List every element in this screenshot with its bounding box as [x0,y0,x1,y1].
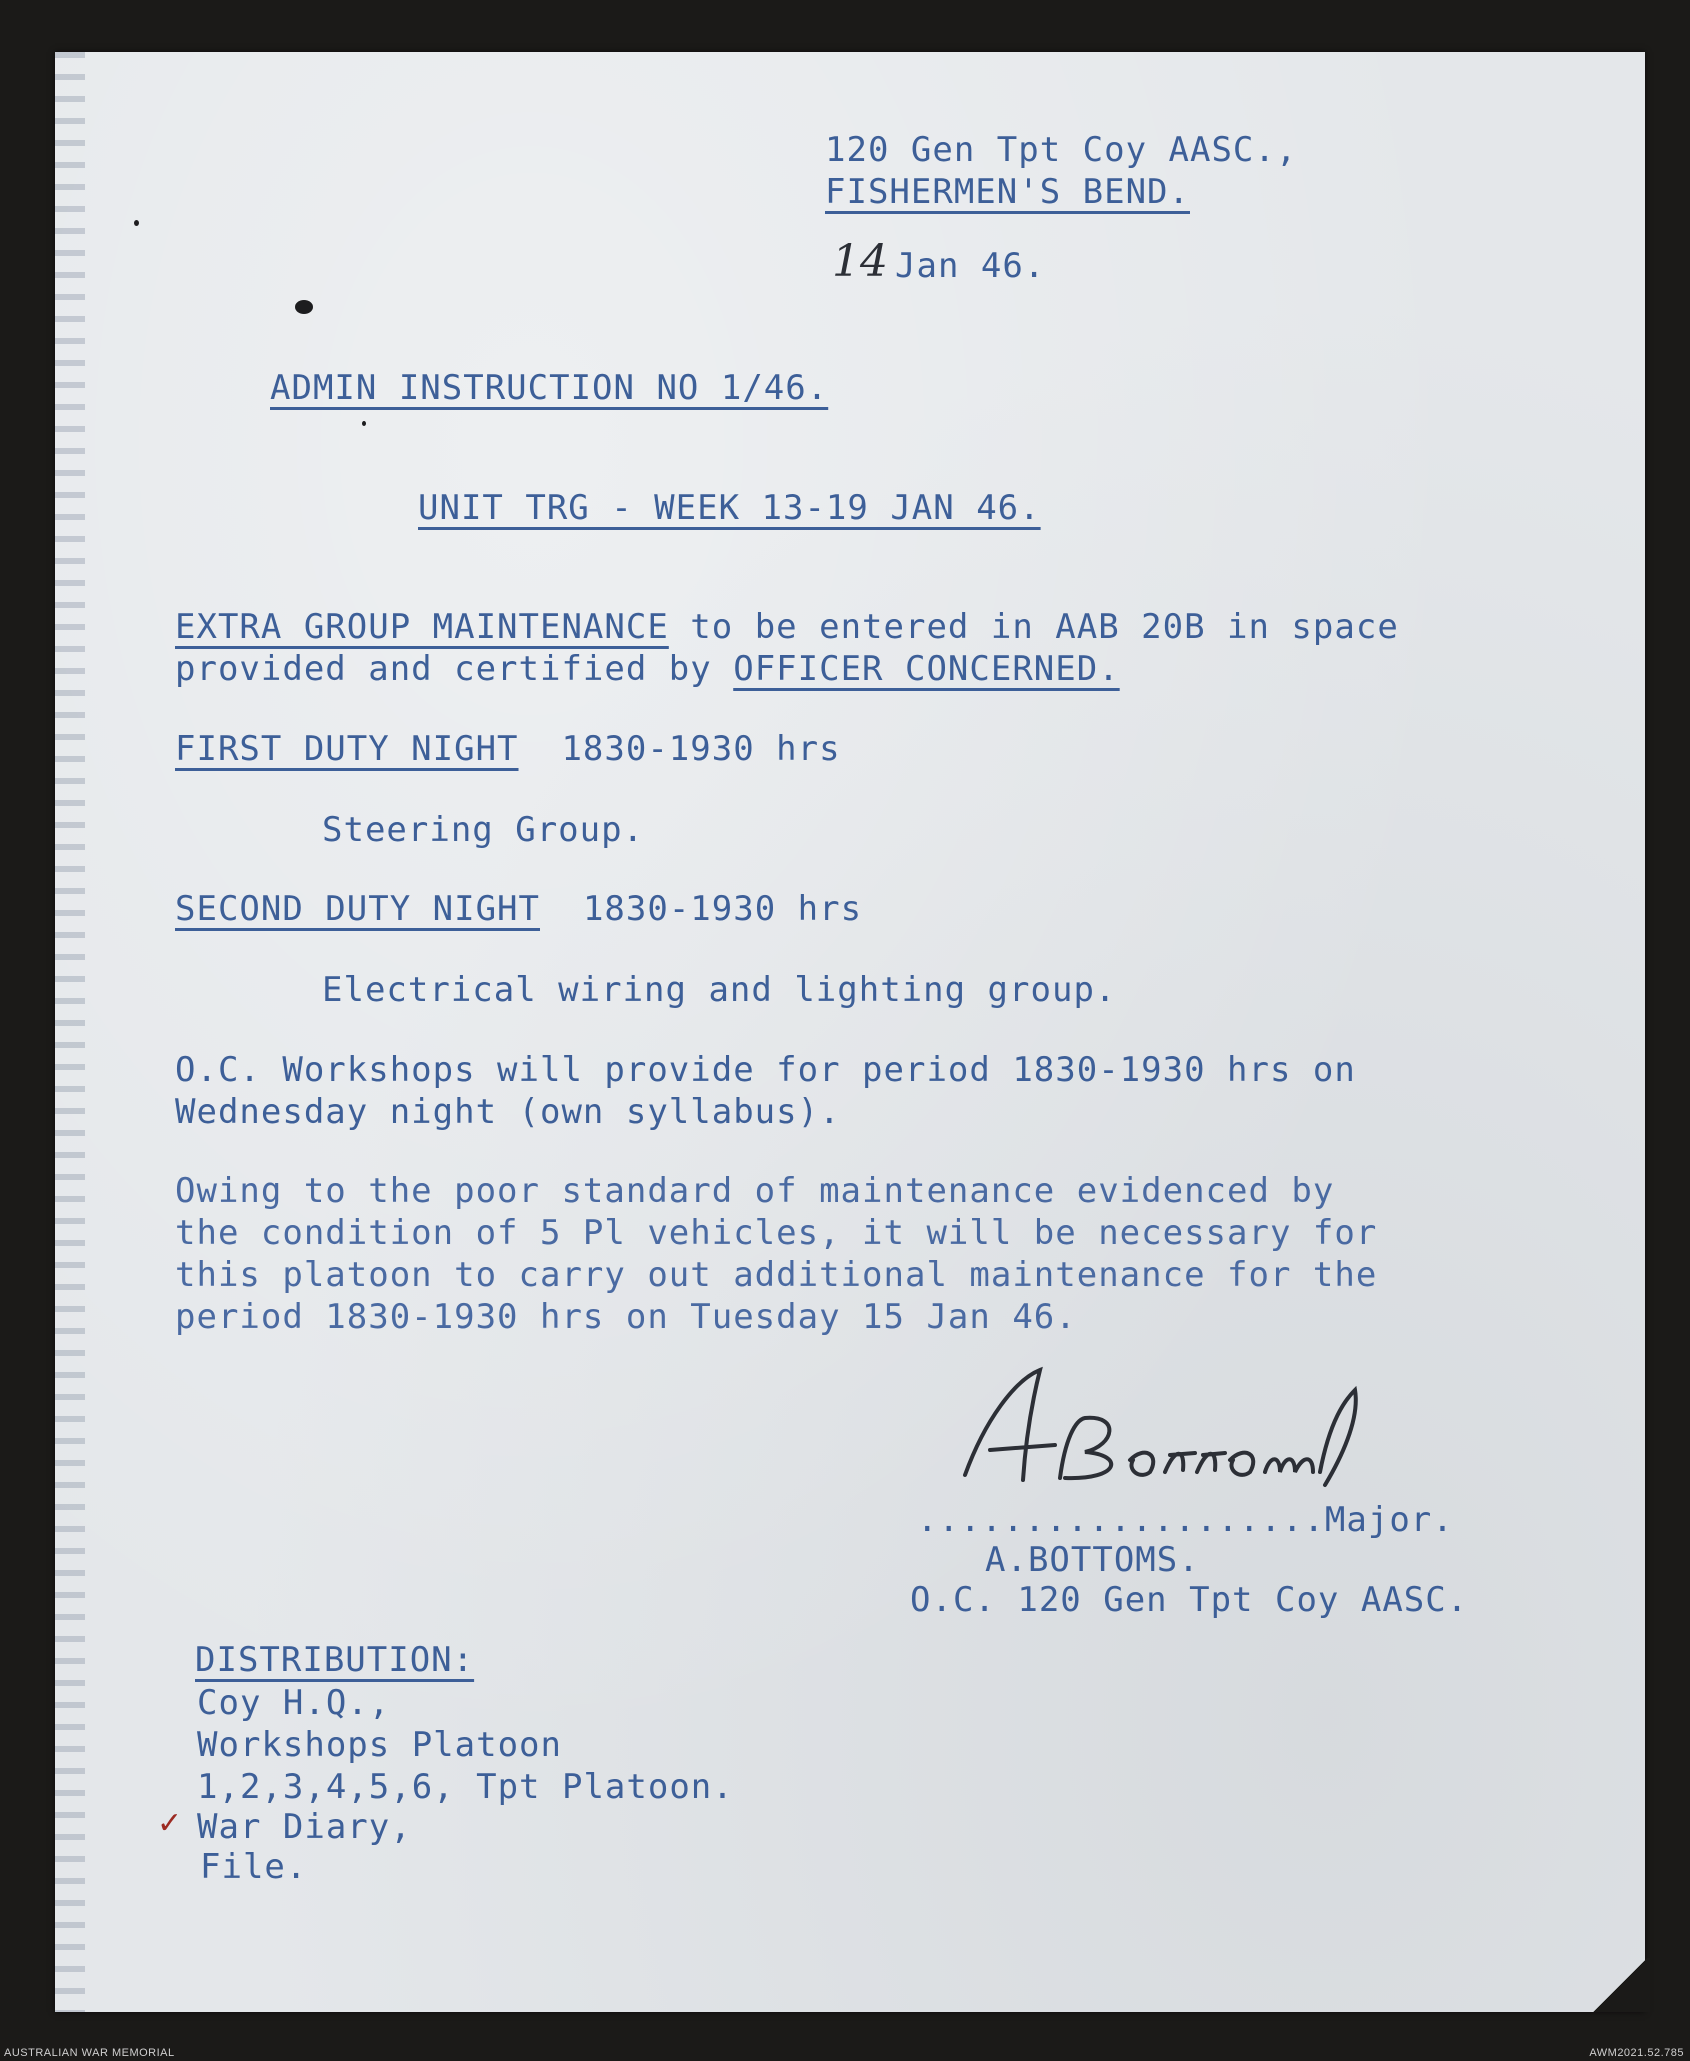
document-date: Jan 46. [895,246,1046,286]
ink-blot [295,300,313,314]
second-duty-time: 1830-1930 hrs [540,889,863,929]
first-duty-row [175,729,841,769]
first-duty-group: Steering Group. [322,810,645,850]
distribution-heading: DISTRIBUTION: [195,1640,475,1680]
first-duty-label: FIRST DUTY NIGHT [175,729,519,769]
second-duty-label: SECOND DUTY NIGHT [175,889,540,929]
signatory-name: A.BOTTOMS. [985,1540,1200,1580]
document-title: ADMIN INSTRUCTION NO 1/46. [270,368,829,408]
document-subtitle: UNIT TRG - WEEK 13-19 JAN 46. [418,488,1041,528]
handwritten-signature [935,1360,1395,1510]
signature-dotted-line: ...................Major. [917,1500,1454,1540]
warning-line-4: period 1830-1930 hrs on Tuesday 15 Jan 46. [175,1297,1077,1337]
second-duty-group: Electrical wiring and lighting group. [322,970,1117,1010]
ink-speck [362,421,366,426]
ink-speck [134,220,139,226]
warning-line-3: this platoon to carry out additional maintenance for the [175,1255,1378,1295]
extra-group-maintenance-label: EXTRA GROUP MAINTENANCE [175,607,669,647]
warning-line-2: the condition of 5 Pl vehicles, it will be necessary for [175,1213,1378,1253]
signatory-position: O.C. 120 Gen Tpt Coy AASC. [910,1580,1469,1620]
officer-concerned-label: OFFICER CONCERNED. [733,649,1120,689]
first-duty-time: 1830-1930 hrs [518,729,841,769]
unit-location: FISHERMEN'S BEND. [825,172,1190,212]
footer-institution: AUSTRALIAN WAR MEMORIAL [4,2047,175,2059]
distribution-item: Coy H.Q., [197,1683,391,1723]
footer-accession-number: AWM2021.52.785 [1589,2047,1684,2059]
check-mark-icon: ✓ [157,1806,183,1841]
distribution-item: 1,2,3,4,5,6, Tpt Platoon. [197,1767,734,1807]
folded-corner [1590,1958,1650,2012]
maintenance-line-2: provided and certified by OFFICER CONCERNED. [175,649,1120,689]
workshops-line-2: Wednesday night (own syllabus). [175,1092,841,1132]
distribution-item: War Diary, [197,1807,412,1847]
distribution-item: Workshops Platoon [197,1725,562,1765]
handwritten-date-day: 14 [832,236,888,287]
warning-line-1: Owing to the poor standard of maintenance evidenced by [175,1171,1335,1211]
distribution-item: File. [200,1847,308,1887]
second-duty-row [175,889,862,929]
binding-edge [55,52,85,2012]
workshops-line-1: O.C. Workshops will provide for period 1830-1930 hrs on [175,1050,1356,1090]
maintenance-line-1: EXTRA GROUP MAINTENANCE to be entered in AAB 20B in space [175,607,1399,647]
unit-address: 120 Gen Tpt Coy AASC., [825,130,1298,170]
